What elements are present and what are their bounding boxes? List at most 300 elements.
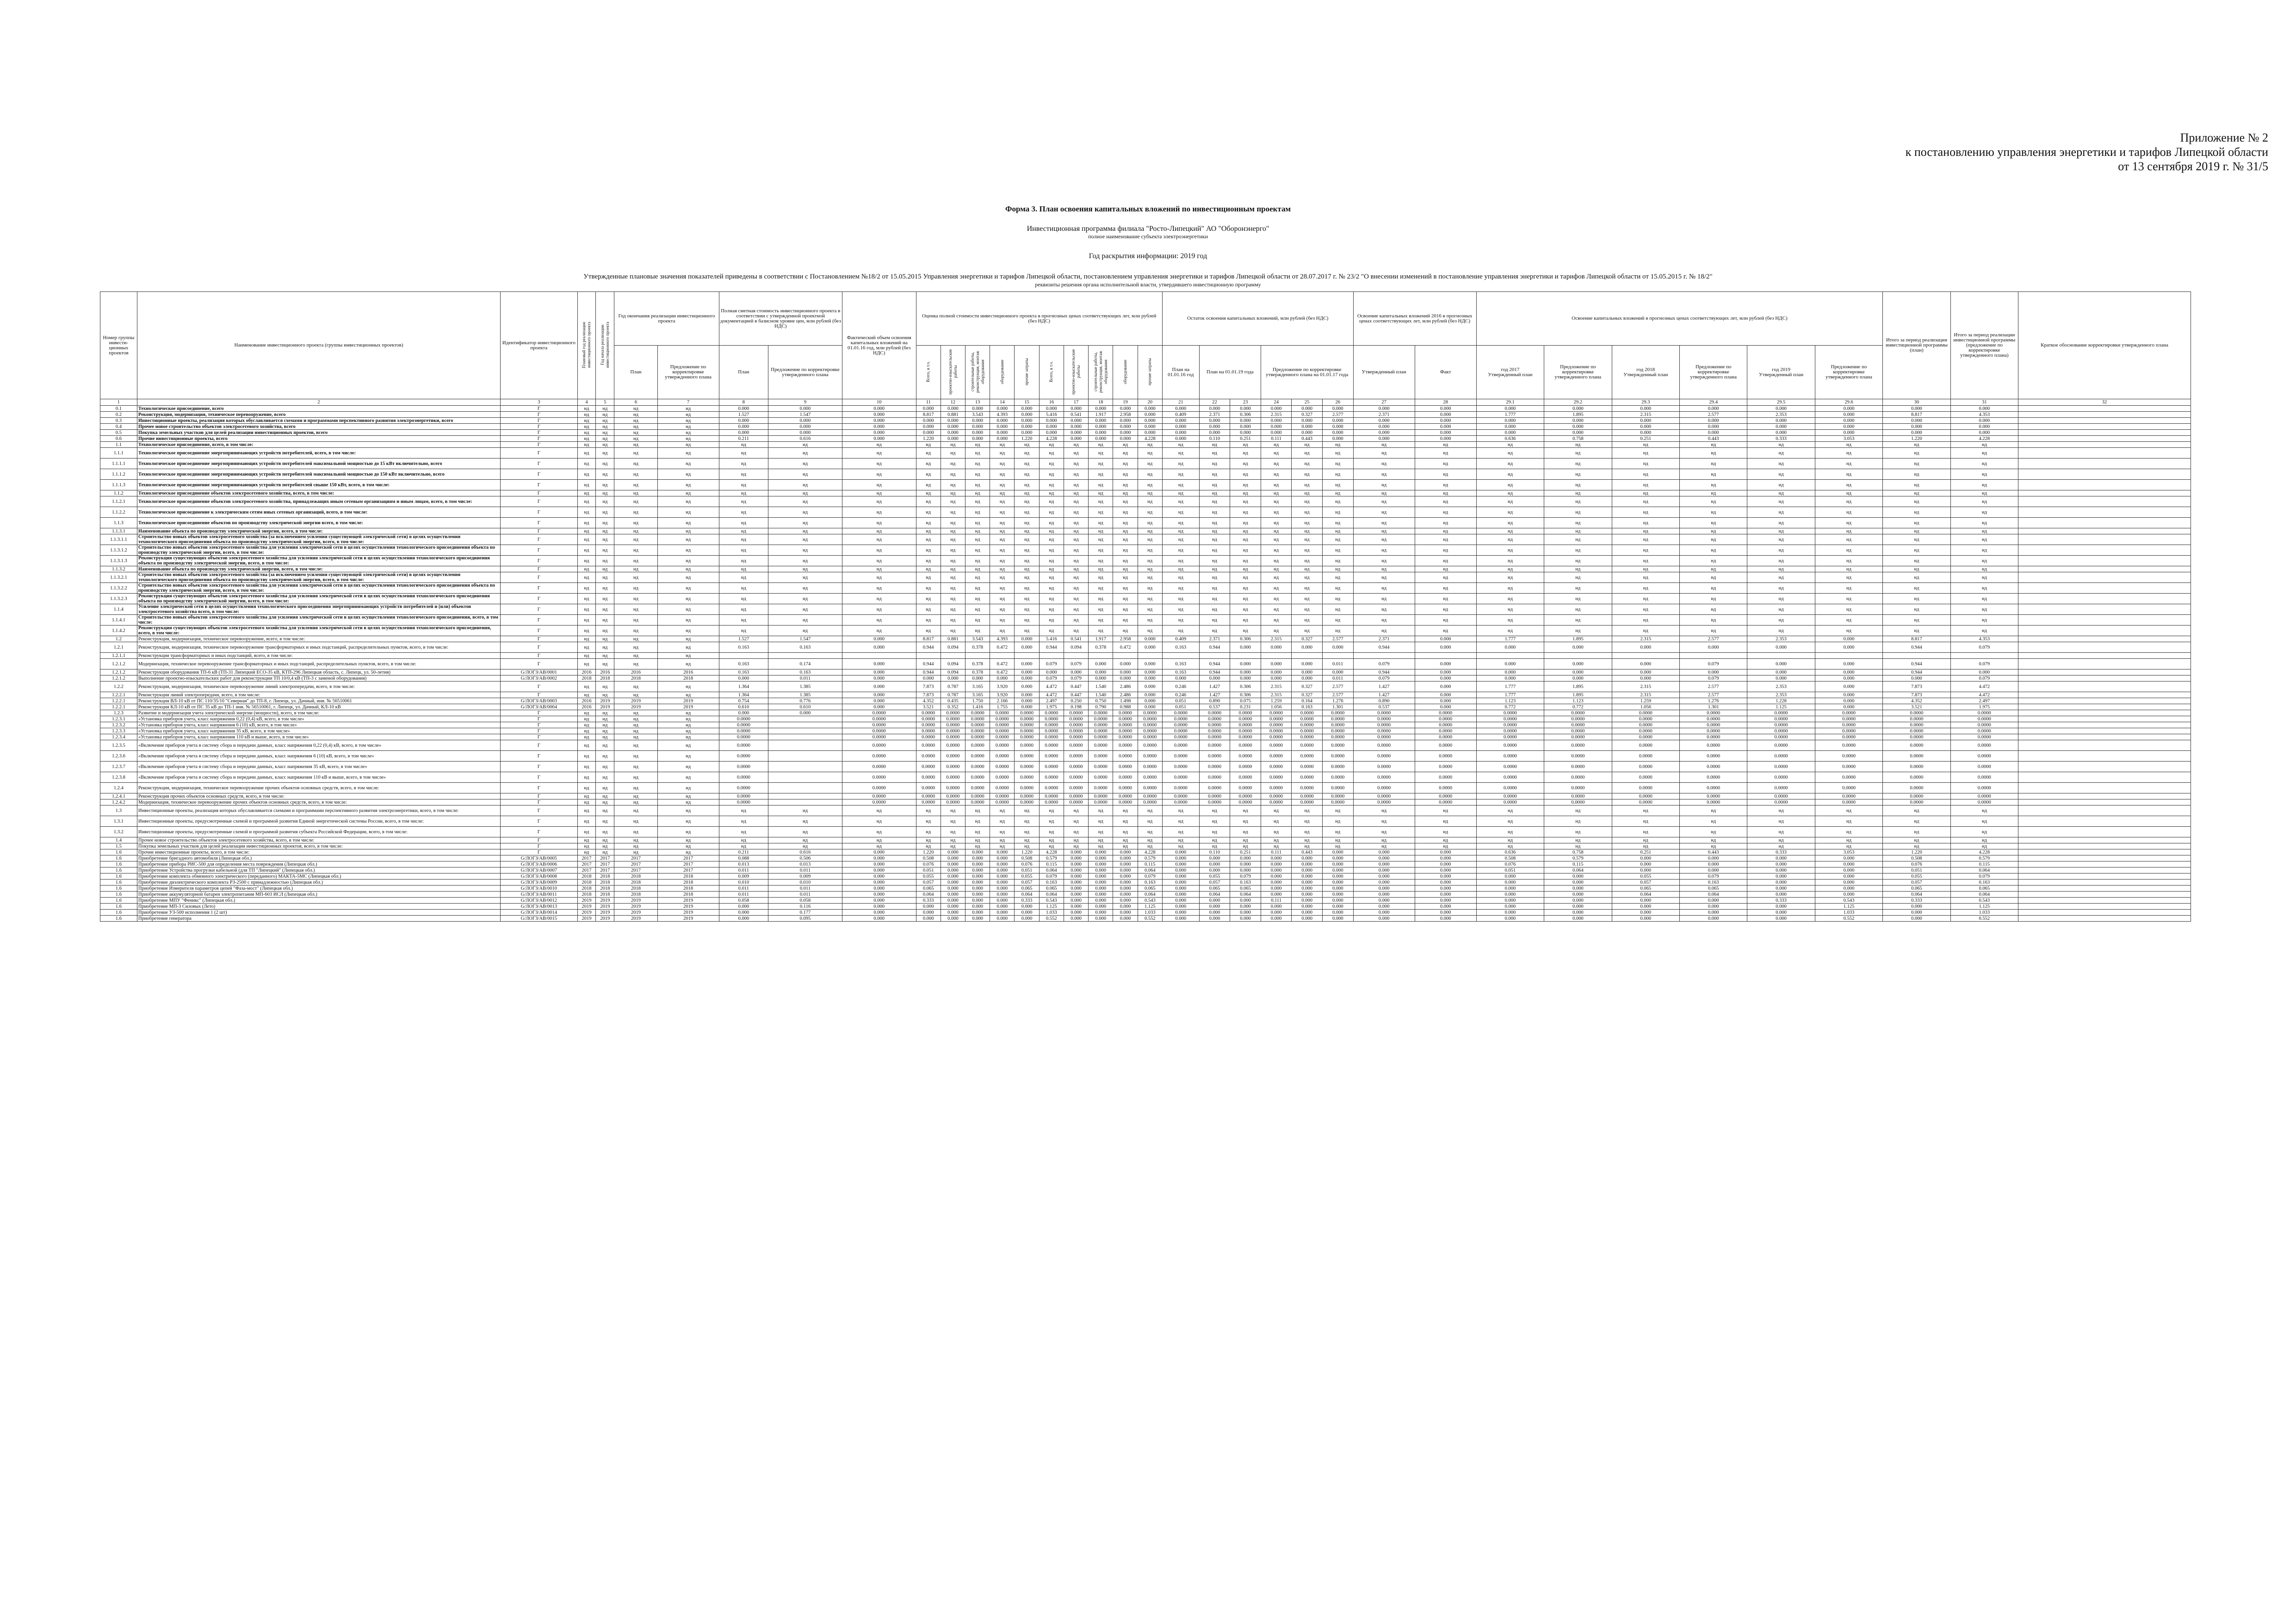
cell-value: 2.315 [1261,692,1292,698]
cell-value: 0.508 [1883,855,1950,861]
cell-value: нд [990,805,1015,816]
cell-value: нд [916,556,941,566]
cell-value: 0.000 [1261,418,1292,424]
cell-value: 0.000 [1064,898,1088,904]
cell-value: нд [990,816,1015,827]
cell-value: 0.000 [990,406,1015,412]
row-name: Прочие инвестиционные проекты, всего [137,436,500,442]
cell-value: 0.000 [1089,861,1113,867]
cell-value: 0.0000 [990,762,1015,772]
cell-value: нд [1230,827,1261,837]
col-full-equip [990,346,1015,399]
cell-value: нд [916,827,941,837]
cell-value: нд [1612,469,1679,480]
cell-value: 0.0000 [1950,799,2018,805]
cell-value: 0.0000 [1039,751,1064,762]
cell-value: нд [941,583,965,594]
cell-value: 0.000 [1261,675,1292,681]
cell-value: 0.111 [1261,849,1292,855]
cell-value: 0.164 [1292,698,1323,704]
cell-value: 0.000 [1679,406,1747,412]
cell-value: 2017 [577,855,596,861]
cell-value: нд [965,583,990,594]
row-name: Реконструкция КЛ-10 кВ от ПС 35 кВ до ТП-1 инв. № 56510061, г. Липецк, ул. Дачный, КЛ-10 кВ [137,704,500,710]
cell-value: 4.353 [1950,636,2018,642]
table-row [100,799,2191,805]
cell-value: 0.246 [1162,692,1199,698]
cell-value [1612,653,1679,659]
cell-value: 0.0000 [1612,710,1679,716]
cell-value: 0.0000 [1292,710,1323,716]
col-prop-equip [1113,346,1138,399]
cell-value: 0.0000 [719,716,768,722]
cell-value: нд [657,722,719,728]
cell-value: нд [596,636,614,642]
column-number: 17 [1064,399,1088,406]
cell-value: нд [1064,469,1088,480]
cell-value [2018,886,2191,892]
cell-value: 0.000 [1292,904,1323,910]
cell-value: нд [1261,594,1292,604]
cell-value: нд [1261,448,1292,458]
cell-value: 2019 [577,904,596,910]
cell-value: нд [657,518,719,528]
cell-value: 0.0000 [1113,722,1138,728]
cell-value: 0.000 [1544,898,1612,904]
cell-value: 0.0000 [941,728,965,734]
cell-value: 0.0000 [1415,772,1476,783]
cell-value: нд [657,615,719,626]
cell-value: 8.817 [916,636,941,642]
cell-value: 0.000 [1089,675,1113,681]
cell-value: нд [1815,566,1882,572]
cell-value: 0.000 [1747,867,1815,873]
cell-value: 0.0000 [1089,722,1113,728]
cell-value: 1.220 [916,436,941,442]
cell-value: 0.0000 [1199,793,1230,799]
col-2016: Освоение капитальных вложений 2016 в прогнозных ценах соответствующих лет, млн рублей (без НДС) [1353,292,1476,346]
cell-value: 0.636 [1476,849,1544,855]
row-identifier: G/ЛОГЗ/АВ/0001 [501,669,577,675]
row-number: 1.6 [100,873,137,880]
cell-value: 0.0000 [1162,740,1199,751]
col-start-year [596,292,614,399]
cell-value: нд [842,458,916,469]
cell-value: 0.000 [1138,681,1162,692]
cell-value: нд [614,783,657,793]
cell-value: 0.0000 [1292,799,1323,805]
cell-value: 0.0000 [1089,728,1113,734]
cell-value: 0.011 [768,892,842,898]
cell-value: нд [1612,528,1679,534]
cell-value: 0.000 [842,916,916,922]
cell-value: нд [1322,469,1353,480]
cell-value: нд [1322,490,1353,496]
cell-value: нд [596,799,614,805]
cell-value: 0.0000 [1815,716,1882,722]
cell-value: 0.0000 [1415,762,1476,772]
investment-table [100,291,2191,922]
cell-value: 0.000 [1415,704,1476,710]
cell-value: нд [1415,458,1476,469]
cell-value: 0.0000 [1353,716,1415,722]
cell-value: 0.776 [768,698,842,704]
cell-value: 0.000 [1476,904,1544,910]
cell-value: 0.000 [1679,424,1747,430]
cell-value: нд [596,642,614,653]
cell-value: нд [1138,480,1162,490]
cell-value: 0.0000 [1292,734,1323,740]
cell-value: 5.416 [1039,636,1064,642]
cell-value [2018,827,2191,837]
cell-value: 2.371 [1199,636,1230,642]
table-row [100,728,2191,734]
cell-value: 0.543 [1039,898,1064,904]
column-number: 29.3 [1612,399,1679,406]
cell-value: нд [768,518,842,528]
cell-value [2018,904,2191,910]
cell-value: нд [1747,827,1815,837]
cell-value: 2017 [614,855,657,861]
row-number: 1.1.1.3 [100,480,137,490]
cell-value: 0.0000 [1415,710,1476,716]
cell-value: 0.0000 [1322,740,1353,751]
row-identifier: Г [501,793,577,799]
cell-value: 0.0000 [916,716,941,722]
row-number: 1.4 [100,837,137,843]
cell-value: 0.051 [1162,704,1199,710]
cell-value: 2017 [657,855,719,861]
cell-value: нд [941,448,965,458]
cell-value: 0.327 [1292,681,1323,692]
cell-value: 0.0000 [1113,762,1138,772]
cell-value: нд [768,843,842,849]
cell-value: 1.125 [1950,904,2018,910]
cell-value: нд [577,642,596,653]
cell-value: 2019 [657,916,719,922]
cell-value: нд [657,418,719,424]
cell-value: 0.000 [1261,669,1292,675]
cell-value: нд [1679,604,1747,615]
cell-value: нд [657,442,719,448]
cell-value: нд [1476,556,1544,566]
cell-value: нд [1230,528,1261,534]
cell-value: 0.000 [1322,855,1353,861]
cell-value: 0.000 [1747,892,1815,898]
cell-value: 1.975 [1039,704,1064,710]
cell-value: нд [657,681,719,692]
cell-value: 0.000 [842,880,916,886]
cell-value: 2019 [614,916,657,922]
cell-value: нд [577,412,596,418]
cell-value: 0.0000 [1815,762,1882,772]
cell-value: нд [1230,837,1261,843]
cell-value: 0.088 [719,855,768,861]
cell-value: 0.051 [1476,867,1544,873]
cell-value: нд [577,545,596,556]
cell-value: 0.0000 [1261,710,1292,716]
cell-value: нд [1199,827,1230,837]
cell-value: нд [1612,583,1679,594]
cell-value: 0.000 [916,406,941,412]
cell-value: нд [1039,843,1064,849]
table-row [100,675,2191,681]
cell-value [965,653,990,659]
table-row [100,442,2191,448]
cell-value: нд [1353,594,1415,604]
cell-value: 1.125 [1815,904,1882,910]
cell-value: 0.000 [842,886,916,892]
row-number: 1.1.1 [100,448,137,458]
cell-value: 3.165 [965,681,990,692]
cell-value: нд [614,636,657,642]
cell-value: 0.000 [1476,659,1544,669]
cell-value: 0.010 [768,880,842,886]
row-number: 1.1.3.2.1 [100,572,137,583]
cell-value: 2017 [657,867,719,873]
cell-value [2018,448,2191,458]
cell-value: 0.0000 [941,783,965,793]
cell-value: нд [1950,843,2018,849]
cell-value: нд [1039,615,1064,626]
cell-value: 0.0000 [1162,734,1199,740]
cell-value: 1.033 [1138,910,1162,916]
cell-value: 0.447 [1064,692,1088,698]
cell-value: 0.0000 [842,710,916,716]
row-name: «Включение приборов учета в систему сбора и передачи данных, класс напряжения 110 кВ и выше, всего, в том числе» [137,772,500,783]
cell-value: 0.0000 [1113,710,1138,716]
cell-value: 0.000 [1162,861,1199,867]
cell-value: 0.000 [1815,675,1882,681]
cell-value: 0.000 [941,418,965,424]
cell-value: нд [916,490,941,496]
cell-value: 0.000 [1883,904,1950,910]
cell-value: нд [1138,496,1162,507]
cell-value: 0.0000 [1292,751,1323,762]
row-name: Реконструкция, модернизация, техническое перевооружение прочих объектов основных средств, всего, в том числе: [137,783,500,793]
cell-value: 0.000 [842,424,916,430]
cell-value: 0.000 [719,430,768,436]
cell-value: 0.011 [719,886,768,892]
cell-value: 0.000 [1747,910,1815,916]
cell-value: 0.055 [1015,873,1039,880]
cell-value: нд [990,518,1015,528]
cell-value [1322,653,1353,659]
cell-value: нд [1089,594,1113,604]
cell-value: 0.0000 [1138,716,1162,722]
cell-value [2018,572,2191,583]
cell-value [1113,653,1138,659]
cell-value: 0.000 [1322,849,1353,855]
cell-value: нд [990,480,1015,490]
cell-value: нд [1230,583,1261,594]
column-number: 19 [1113,399,1138,406]
cell-value: нд [1476,518,1544,528]
cell-value: нд [1261,534,1292,545]
cell-value: нд [614,816,657,827]
col-remainder: Остаток освоения капитальных вложений, млн рублей (без НДС) [1162,292,1353,346]
cell-value: 0.000 [965,873,990,880]
cell-value: 0.0000 [1199,734,1230,740]
cell-value: нд [1815,448,1882,458]
cell-value: 0.064 [1015,892,1039,898]
cell-value: нд [1138,534,1162,545]
cell-value: нд [941,556,965,566]
cell-value: нд [1064,626,1088,636]
cell-value: 0.0000 [990,722,1015,728]
table-row [100,469,2191,480]
cell-value: нд [965,805,990,816]
cell-value: 0.0000 [990,751,1015,762]
table-row [100,406,2191,412]
cell-value: 0.944 [1353,642,1415,653]
cell-value: нд [1353,827,1415,837]
cell-value: 2019 [577,910,596,916]
row-identifier: Г [501,642,577,653]
cell-value: 0.000 [768,710,842,716]
cell-value: нд [1612,805,1679,816]
cell-value: нд [1064,534,1088,545]
cell-value: 2.315 [1612,681,1679,692]
cell-value: нд [1230,572,1261,583]
cell-value: 0.000 [1292,910,1323,916]
cell-value: 0.0000 [965,722,990,728]
cell-value: 0.000 [1679,642,1747,653]
cell-value: нд [768,583,842,594]
table-row [100,740,2191,751]
cell-value: нд [941,545,965,556]
cell-value: 0.0000 [1039,734,1064,740]
cell-value: 0.000 [1292,659,1323,669]
cell-value: 0.333 [1883,898,1950,904]
appendix-line-1: Приложение № 2 [2180,131,2268,144]
cell-value: нд [577,436,596,442]
cell-value: 0.0000 [1230,722,1261,728]
cell-value: 2.958 [1113,412,1138,418]
cell-value: 0.000 [1199,675,1230,681]
cell-value: 0.0000 [1113,716,1138,722]
cell-value: 0.0000 [1612,793,1679,799]
cell-value: нд [941,572,965,583]
cell-value: 0.000 [1261,642,1292,653]
approval-note: Утвержденные плановые значения показателей приведены в соответствии с Постановлением №18/2 от 15.05.2015 Управления энергетики и тарифов Липецкой области, постановлением управления энергетики и тарифов Липецкой области от 28.07.2017 г. № 23/2 "О внесении изменений в постановление управления энергетики и тарифов Липецкой области от 15.05.2015 г. № 18/2" [583,273,1713,280]
cell-value: 0.000 [1679,910,1747,916]
cell-value: 0.000 [1199,910,1230,916]
cell-value: 2019 [577,916,596,922]
cell-value [1476,653,1544,659]
cell-value: 0.352 [941,704,965,710]
cell-value: 0.0000 [1476,793,1544,799]
cell-value: нд [1261,496,1292,507]
cell-value: 0.0000 [1261,740,1292,751]
cell-value: нд [1476,534,1544,545]
cell-value: 0.754 [719,698,768,704]
cell-value: нд [1322,545,1353,556]
cell-value: нд [1950,594,2018,604]
cell-value: 0.000 [1162,898,1199,904]
row-name: Реконструкция, модернизация, техническое перевооружение, всего, в том числе: [137,636,500,642]
cell-value: 0.0000 [1039,722,1064,728]
cell-value: нд [1815,604,1882,615]
cell-value: 0.0000 [1815,710,1882,716]
cell-value: 0.000 [1015,642,1039,653]
cell-value: 0.000 [1015,692,1039,698]
cell-value: нд [941,518,965,528]
cell-value: нд [1815,556,1882,566]
cell-value: 2019 [596,904,614,910]
cell-value: 0.0000 [1353,751,1415,762]
cell-value [2018,898,2191,904]
cell-value: нд [1883,594,1950,604]
cell-value: 0.750 [1089,698,1113,704]
cell-value: 8.817 [916,412,941,418]
cell-value: 0.000 [719,418,768,424]
cell-value: 0.0000 [1544,722,1612,728]
cell-value: 0.000 [1230,430,1261,436]
cell-value: 0.0000 [916,799,941,805]
cell-value: нд [1113,458,1138,469]
cell-value: нд [1883,843,1950,849]
cell-value: нд [1950,827,2018,837]
cell-value: 0.000 [842,861,916,867]
col-full-total [916,346,941,399]
cell-value: нд [1230,480,1261,490]
cell-value: 0.000 [1230,669,1261,675]
row-identifier: Г [501,528,577,534]
column-number: 4 [577,399,596,406]
cell-value: нд [577,583,596,594]
cell-value: нд [941,528,965,534]
cell-value: нд [596,843,614,849]
cell-value: 0.0000 [916,772,941,783]
cell-value: нд [1064,496,1088,507]
column-number: 12 [941,399,965,406]
cell-value: 0.0000 [1883,751,1950,762]
col-2017-plan [1476,346,1544,399]
cell-value: 0.000 [965,849,990,855]
cell-value [2018,615,2191,626]
cell-value: нд [596,442,614,448]
cell-value: нд [1612,615,1679,626]
cell-value: нд [1476,458,1544,469]
cell-value: 0.000 [1322,430,1353,436]
row-number: 1.1.3.1.1 [100,534,137,545]
cell-value: 2018 [596,873,614,880]
row-number: 1.2.3.2 [100,722,137,728]
cell-value: 2017 [596,855,614,861]
cell-value [768,751,842,762]
cell-value: 0.000 [1322,642,1353,653]
cell-value: нд [719,496,768,507]
cell-value: нд [1476,572,1544,583]
cell-value: нд [614,556,657,566]
row-number: 1.1 [100,442,137,448]
cell-value: 0.0000 [990,734,1015,740]
cell-value: 0.000 [1815,873,1882,880]
cell-value: нд [1162,816,1199,827]
cell-value: нд [614,430,657,436]
cell-value: 0.000 [941,910,965,916]
cell-value: 0.000 [941,904,965,910]
cell-value: 2019 [577,898,596,904]
cell-value: нд [1162,805,1199,816]
cell-value: нд [1261,572,1292,583]
cell-value: нд [1322,583,1353,594]
cell-value [2018,793,2191,799]
cell-value: нд [1679,843,1747,849]
cell-value: нд [1162,566,1199,572]
cell-value: 1.056 [1612,704,1679,710]
